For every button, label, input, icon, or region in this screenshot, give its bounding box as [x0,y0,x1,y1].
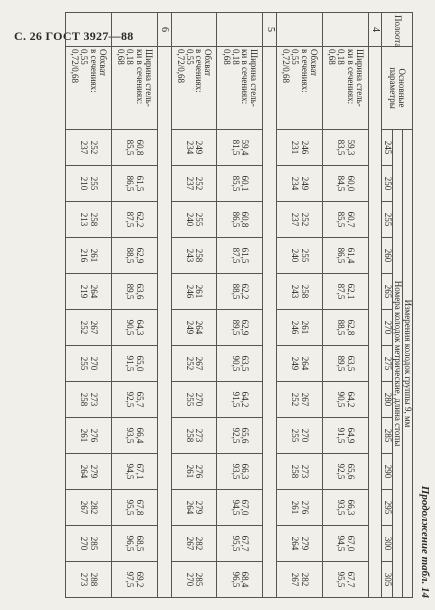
table-row [66,13,112,598]
value-cell: 264 249 [277,346,323,382]
fullness-header: Полоота [382,13,413,47]
value-cell: 65,6 92,5 [217,418,263,454]
value-cell: 273 258 [277,454,323,490]
value-cell: 69,2 97,5 [112,562,158,598]
size-header-285: 285 [382,418,392,454]
value-cell: 276 261 [277,490,323,526]
table-body [66,13,382,598]
fullness-cell [171,13,217,47]
value-cell: 63,5 90,5 [217,346,263,382]
table-row [217,13,263,598]
value-cell: 59,4 81,5 [217,130,263,166]
size-header-250: 250 [382,166,392,202]
size-header-275: 275 [382,346,392,382]
value-cell: 258 243 [277,274,323,310]
value-cell: 279 264 [277,526,323,562]
value-cell: 63,6 89,5 [112,274,158,310]
value-cell: 285 270 [66,526,112,562]
param-cell: Обхват в сечениях: 0,55 0,72/0,68 [66,47,112,130]
value-cell: 252 237 [171,166,217,202]
value-cell: 67,7 95,5 [322,562,368,598]
value-cell: 258 213 [66,202,112,238]
value-cell: 282 267 [277,562,323,598]
value-cell: 66,3 93,5 [217,454,263,490]
value-cell: 249 234 [277,166,323,202]
size-header-290: 290 [382,454,392,490]
value-cell: 67,8 95,5 [112,490,158,526]
value-cell: 60,1 85,5 [217,166,263,202]
value-cell: 285 270 [171,562,217,598]
value-cell: 65,0 91,5 [112,346,158,382]
value-cell: 60,7 85,5 [322,202,368,238]
value-cell: 270 255 [171,382,217,418]
fullness-cell [322,13,368,47]
params-header: Основные параметры [382,47,413,130]
value-cell: 282 267 [66,490,112,526]
table-row [112,13,158,598]
fullness-spacer [263,47,277,598]
value-cell: 62,9 89,5 [217,310,263,346]
super-header: Измерения колодок группы 9, мм [402,130,412,598]
fullness-spacer [368,47,382,598]
value-cell: 279 264 [171,490,217,526]
value-cell: 255 210 [66,166,112,202]
value-cell: 270 255 [277,418,323,454]
value-cell: 65,6 92,5 [322,454,368,490]
value-cell: 282 267 [171,526,217,562]
table-row [171,13,217,598]
value-cell: 61,5 86,5 [112,166,158,202]
value-cell: 68,5 96,5 [112,526,158,562]
param-cell: Обхват в сечениях: 0,55 0,72/0,68 [277,47,323,130]
value-cell: 249 234 [171,130,217,166]
value-cell: 267 252 [277,382,323,418]
value-cell: 62,2 87,5 [112,202,158,238]
value-cell: 267 252 [171,346,217,382]
size-header-280: 280 [382,382,392,418]
value-cell: 64,2 91,5 [217,382,263,418]
fullness-cell [217,13,263,47]
value-cell: 261 246 [171,274,217,310]
value-cell: 273 258 [171,418,217,454]
value-cell: 59,3 83,5 [322,130,368,166]
size-header-260: 260 [382,238,392,274]
value-cell: 67,0 94,5 [217,490,263,526]
value-cell: 264 249 [171,310,217,346]
value-cell: 67,0 94,5 [322,526,368,562]
fullness-row [263,13,277,598]
value-cell: 62,9 88,5 [112,238,158,274]
value-cell: 273 258 [66,382,112,418]
table-row [322,13,368,598]
size-header-255: 255 [382,202,392,238]
value-cell: 246 231 [277,130,323,166]
param-cell: Обхват в сечениях: 0,55 0,72/0,68 [171,47,217,130]
fullness-number: 6 [157,13,171,47]
value-cell: 276 261 [171,454,217,490]
value-cell: 270 255 [66,346,112,382]
value-cell: 64,3 90,5 [112,310,158,346]
value-cell: 61,5 87,5 [217,238,263,274]
value-cell: 264 219 [66,274,112,310]
value-cell: 62,2 88,5 [217,274,263,310]
table-caption: Продолжение табл. 14 [419,485,431,598]
size-header-265: 265 [382,274,392,310]
fullness-row [368,13,382,598]
fullness-spacer [157,47,171,598]
value-cell: 261 246 [277,310,323,346]
value-cell: 63,5 89,5 [322,346,368,382]
value-cell: 255 240 [277,238,323,274]
size-header-295: 295 [382,490,392,526]
value-cell: 67,7 95,5 [217,526,263,562]
size-header-270: 270 [382,310,392,346]
value-cell: 60,0 84,5 [322,166,368,202]
param-cell: Ширина стель- ки в сечениях: 0,18 0,68 [112,47,158,130]
value-cell: 279 264 [66,454,112,490]
value-cell: 65,7 92,5 [112,382,158,418]
value-cell: 276 261 [66,418,112,454]
value-cell: 255 240 [171,202,217,238]
value-cell: 252 237 [66,130,112,166]
value-cell: 64,2 90,5 [322,382,368,418]
page-header: С. 26 ГОСТ 3927—88 [14,29,134,43]
value-cell: 60,8 85,5 [112,130,158,166]
param-cell: Ширина стель- ки в сечениях: 0,18 0,68 [217,47,263,130]
value-cell: 252 237 [277,202,323,238]
data-table [65,12,413,598]
value-cell: 66,4 93,5 [112,418,158,454]
fullness-row [157,13,171,598]
value-cell: 288 273 [66,562,112,598]
fullness-cell [112,13,158,47]
value-cell: 258 243 [171,238,217,274]
param-cell: Ширина стель- ки в сечениях: 0,18 0,68 [322,47,368,130]
value-cell: 68,4 96,5 [217,562,263,598]
sub-header: Номера колодок метрические, длина стопы [392,130,402,598]
size-header-305: 305 [382,562,392,598]
table-row [277,13,323,598]
value-cell: 61,4 86,5 [322,238,368,274]
fullness-cell [66,13,112,47]
value-cell: 62,1 87,5 [322,274,368,310]
size-header-245: 245 [382,130,392,166]
value-cell: 66,3 93,5 [322,490,368,526]
fullness-number: 5 [263,13,277,47]
value-cell: 67,1 94,5 [112,454,158,490]
fullness-number: 4 [368,13,382,47]
value-cell: 64,9 91,5 [322,418,368,454]
size-header-300: 300 [382,526,392,562]
value-cell: 261 216 [66,238,112,274]
fullness-cell [277,13,323,47]
value-cell: 62,8 88,5 [322,310,368,346]
value-cell: 267 252 [66,310,112,346]
value-cell: 60,8 86,5 [217,202,263,238]
